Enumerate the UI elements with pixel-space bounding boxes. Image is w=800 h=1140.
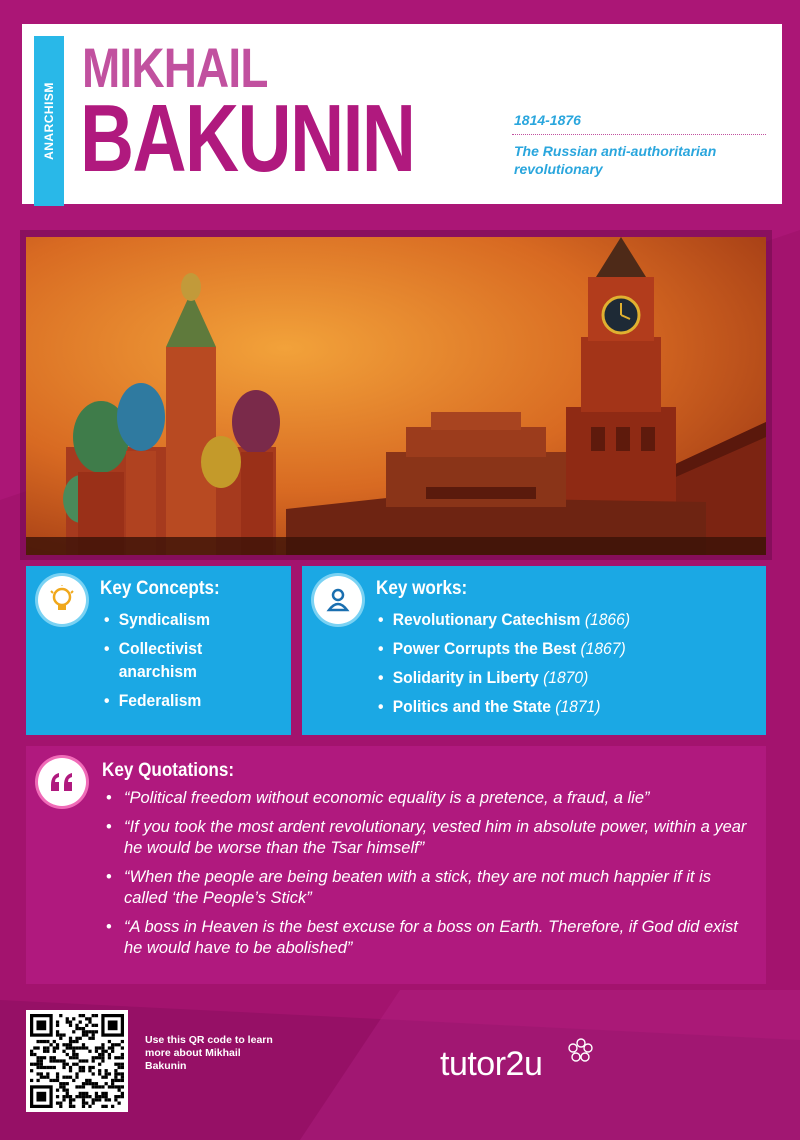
list-item: • Revolutionary Catechism (1866) bbox=[378, 608, 728, 631]
quote-icon bbox=[38, 758, 86, 806]
key-concepts-list bbox=[104, 608, 284, 712]
red-square-illustration bbox=[26, 237, 766, 555]
dotted-divider bbox=[512, 134, 766, 135]
list-item: • Collectivist anarchism bbox=[104, 637, 270, 683]
life-dates: 1814-1876 bbox=[514, 112, 581, 128]
subtitle: The Russian anti-authoritarian revolutionary bbox=[514, 143, 717, 177]
list-item: • “When the people are being beaten with a stick, they are not much happier if it is called ‘the People’s Stick” bbox=[106, 867, 756, 909]
key-quotations-title: Key Quotations: bbox=[102, 760, 235, 781]
key-works-list bbox=[378, 608, 758, 718]
list-item: • “A boss in Heaven is the best excuse for a boss on Earth. Therefore, if God did exist he would have to be abolished” bbox=[106, 917, 756, 959]
qr-code[interactable] bbox=[26, 1010, 128, 1112]
list-item: • “If you took the most ardent revolutionary, vested him in absolute power, within a year he would be worse than the Tsar himself” bbox=[106, 817, 756, 859]
category-tag: ANARCHISM bbox=[42, 82, 56, 160]
first-name: MIKHAIL bbox=[82, 36, 268, 99]
header-card bbox=[22, 24, 782, 204]
key-concepts-box bbox=[26, 566, 291, 735]
list-item: • Solidarity in Liberty (1870) bbox=[378, 666, 728, 689]
key-works-title: Key works: bbox=[376, 578, 468, 599]
key-works-box bbox=[302, 566, 766, 735]
list-item: • Syndicalism bbox=[104, 608, 270, 631]
tutor2u-logo: tutor2u bbox=[440, 1045, 543, 1083]
key-concepts-title: Key Concepts: bbox=[100, 578, 220, 599]
logo-flower-icon bbox=[566, 1036, 596, 1066]
list-item: • Power Corrupts the Best (1867) bbox=[378, 637, 728, 660]
qr-note: Use this QR code to learn more about Mikhail Bakunin bbox=[145, 1034, 273, 1072]
lightbulb-icon bbox=[38, 576, 86, 624]
last-name: BAKUNIN bbox=[80, 85, 415, 192]
key-quotations-list bbox=[106, 788, 756, 967]
key-quotations-box bbox=[26, 746, 766, 984]
list-item: • Politics and the State (1871) bbox=[378, 695, 728, 718]
person-icon bbox=[314, 576, 362, 624]
list-item: • “Political freedom without economic equality is a pretence, a fraud, a lie” bbox=[106, 788, 756, 809]
list-item: • Federalism bbox=[104, 689, 270, 712]
